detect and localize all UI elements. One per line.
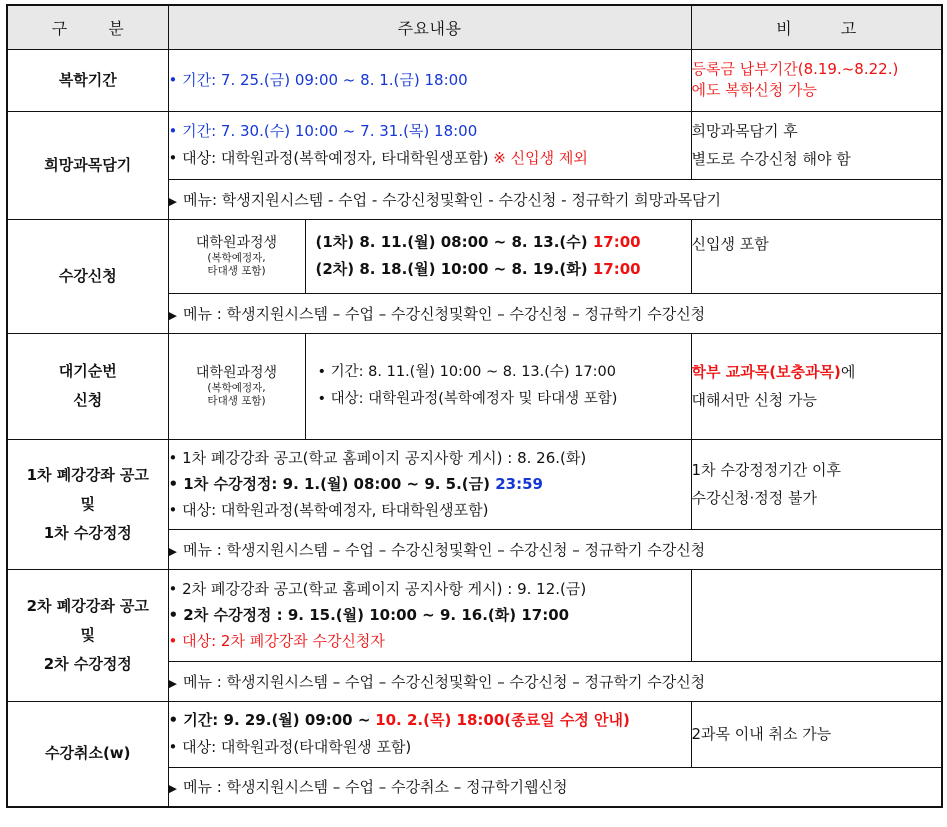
return-content [168,49,691,111]
waitlist-title-line1: 대기순번 [58,362,117,380]
return-note [691,49,942,111]
waitlist-target [168,333,305,439]
row-cancel2 [7,569,942,661]
register-round2-end: 17:00 [592,260,641,278]
row-waitlist [7,333,942,439]
wish-period: • 기간: 7. 30.(수) 10:00 ~ 7. 31.(목) 18:00 [168,122,478,140]
wish-target-label: • 대상: 대학원과정(복학예정자, 타대학원생포함) [168,149,489,167]
cancel1-menu-text: 메뉴 : 학생지원시스템 – 수업 – 수강신청및확인 – 수강신청 – 정규학기 수강신청 [182,540,706,559]
cancel1-note-line1: 1차 수강정정기간 이후 [691,461,842,479]
triangle-right-icon: ▶ [168,676,177,690]
register-target [168,219,305,293]
register-menu [168,293,942,333]
cancel1-title-line3: 1차 수강정정 [43,523,132,542]
cancel1-correction-text: • 1차 수강정정: 9. 1.(월) 08:00 ~ 9. 5.(금) [168,475,491,493]
triangle-right-icon: ▶ [168,194,177,208]
register-target-main: 대학원과정생 [195,235,278,251]
waitlist-target-label: • 대상: 대학원과정(복학예정자 및 타대생 포함) [317,391,618,407]
waitlist-note-tail: 에 [840,363,856,381]
wish-target-exclude: ※ 신입생 제외 [493,149,588,167]
row-return [7,49,942,111]
cancel2-title-line2: 및 [80,625,95,644]
cancel2-title [7,569,168,701]
cancel1-correction [169,471,691,497]
wish-content [168,111,691,179]
header-content: 주요내용 [168,5,691,49]
schedule-table [6,4,943,808]
cancel2-correction: • 2차 수강정정 : 9. 15.(월) 10:00 ~ 9. 16.(화) 17:00 [168,606,570,624]
withdraw-target-label: • 대상: 대학원과정(타대학원생 포함) [168,738,412,756]
wish-note-line2: 별도로 수강신청 해야 함 [691,150,851,168]
cancel2-note [691,569,942,661]
return-period: • 기간: 7. 25.(금) 09:00 ~ 8. 1.(금) 18:00 [168,70,468,89]
waitlist-note-line2: 대해서만 신청 가능 [691,391,817,409]
wish-menu-text: 메뉴: 학생지원시스템 - 수업 - 수강신청및확인 - 수강신청 - 정규학기 희망과목담기 [182,190,722,209]
cancel1-notice: • 1차 폐강강좌 공고(학교 홈페이지 공지사항 게시) : 8. 26.(화) [168,449,587,467]
withdraw-period-text: • 기간: 9. 29.(월) 09:00 ~ [168,711,371,729]
cancel1-menu [168,529,942,569]
waitlist-note [691,333,942,439]
cancel1-content [168,439,691,529]
register-target-sub1: (복학예정자, [207,252,266,264]
wish-note [691,111,942,179]
register-content [305,219,691,293]
register-menu-text: 메뉴 : 학생지원시스템 – 수업 – 수강신청및확인 – 수강신청 – 정규학기 수강신청 [182,304,706,323]
row-withdraw [7,701,942,767]
cancel1-title-line1: 1차 폐강강좌 공고 [26,465,149,484]
row-cancel1 [7,439,942,529]
cancel1-note-line2: 수강신청·정정 불가 [691,489,817,507]
withdraw-period [169,707,691,734]
withdraw-content [168,701,691,767]
cancel2-title-line1: 2차 폐강강좌 공고 [26,596,149,615]
wish-menu [168,179,942,219]
return-note-line1: 등록금 납부기간(8.19.~8.22.) [691,60,899,78]
cancel1-correction-end: 23:59 [495,475,543,493]
wish-target [169,145,691,172]
withdraw-period-end: 10. 2.(목) 18:00(종료일 수정 안내) [375,711,630,729]
waitlist-note-line1 [692,358,942,386]
withdraw-title: 수강취소(w) [7,701,168,807]
cancel2-menu [168,661,942,701]
waitlist-target-sub2: 타대생 포함) [207,395,266,407]
withdraw-menu-text: 메뉴 : 학생지원시스템 – 수업 – 수강취소 – 정규학기웹신청 [182,778,568,797]
cancel2-content [168,569,691,661]
withdraw-menu [168,767,942,807]
cancel1-title [7,439,168,569]
row-wish [7,111,942,179]
header-category: 구 분 [7,5,168,49]
cancel2-menu-text: 메뉴 : 학생지원시스템 – 수업 – 수강신청및확인 – 수강신청 – 정규학기 수강신청 [182,672,706,691]
waitlist-content [305,333,691,439]
return-note-line2: 에도 복학신청 가능 [691,81,817,99]
register-note: 신입생 포함 [691,219,942,293]
wish-title: 희망과목담기 [7,111,168,219]
register-round1-text: (1차) 8. 11.(월) 08:00 ~ 8. 13.(수) [315,233,588,251]
waitlist-note-red: 학부 교과목(보충과목) [691,363,841,381]
register-round1-end: 17:00 [592,233,641,251]
register-round2-text: (2차) 8. 18.(월) 10:00 ~ 8. 19.(화) [315,260,588,278]
register-round1 [316,229,691,256]
row-register [7,219,942,293]
cancel1-title-line2: 및 [80,494,95,513]
cancel2-target-label: • 대상: 2차 폐강강좌 수강신청자 [168,632,385,650]
waitlist-title-line2: 신청 [73,391,103,409]
return-title: 복학기간 [7,49,168,111]
register-title: 수강신청 [7,219,168,333]
waitlist-target-main: 대학원과정생 [195,365,278,381]
register-target-sub2: 타대생 포함) [207,265,266,277]
wish-note-line1: 희망과목담기 후 [691,122,798,140]
waitlist-title [7,333,168,439]
withdraw-note: 2과목 이내 취소 가능 [691,701,942,767]
cancel2-title-line3: 2차 수강정정 [43,654,132,673]
header-row [7,5,942,49]
triangle-right-icon: ▶ [168,544,177,558]
cancel2-notice: • 2차 폐강강좌 공고(학교 홈페이지 공지사항 게시) : 9. 12.(금) [168,580,587,598]
register-round2 [316,256,691,283]
cancel1-note [691,439,942,529]
cancel1-target-label: • 대상: 대학원과정(복학예정자, 타대학원생포함) [168,501,489,519]
waitlist-target-sub1: (복학예정자, [207,382,266,394]
triangle-right-icon: ▶ [168,308,177,322]
waitlist-period: • 기간: 8. 11.(월) 10:00 ~ 8. 13.(수) 17:00 [317,364,616,380]
header-note: 비 고 [691,5,942,49]
triangle-right-icon: ▶ [168,782,177,796]
